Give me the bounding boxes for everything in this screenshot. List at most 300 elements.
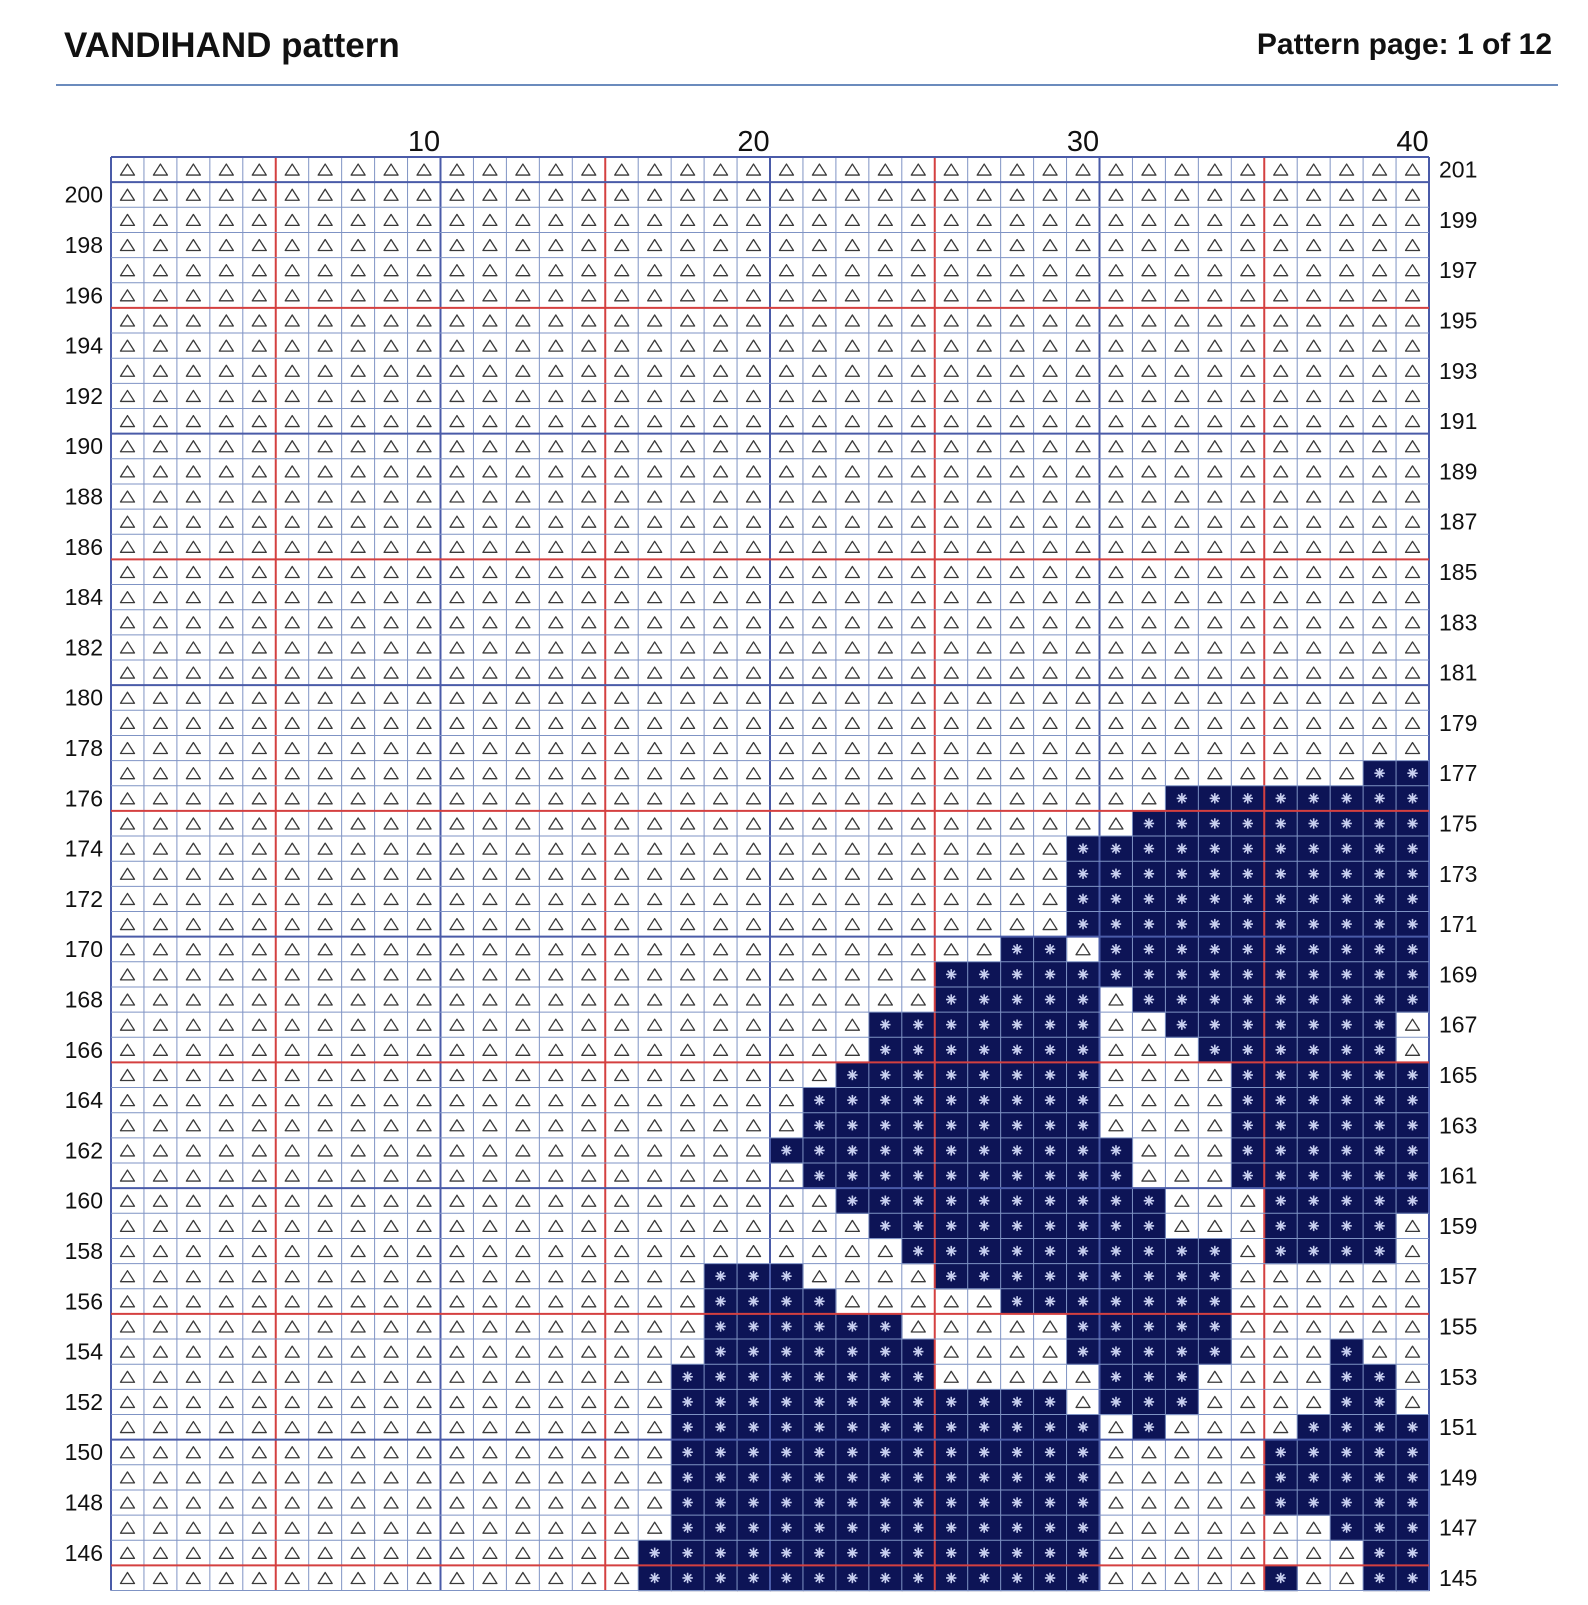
stitch-cell-filled [1396,1440,1430,1466]
stitch-cell-filled [1034,1440,1068,1466]
stitch-cell-filled [1067,861,1101,887]
stitch-cell-filled [1264,1440,1298,1466]
stitch-cell-filled [1231,1062,1265,1088]
stitch-cell-filled [1363,1364,1397,1390]
stitch-cell-filled [1067,1339,1101,1365]
stitch-cell-filled [1067,1440,1101,1466]
stitch-cell-filled [1165,1264,1199,1290]
row-label-left: 200 [64,181,103,208]
pattern-page-indicator: Pattern page: 1 of 12 [1256,28,1552,61]
stitch-cell-filled [737,1565,771,1591]
stitch-cell-filled [1363,786,1397,812]
stitch-cell-filled [1264,1113,1298,1139]
stitch-cell-filled [902,1113,936,1139]
stitch-cell-filled [1165,786,1199,812]
stitch-cell-filled [803,1440,837,1466]
stitch-cell-filled [1067,1238,1101,1264]
stitch-cell-filled [869,1515,903,1541]
stitch-cell-filled [935,1163,969,1189]
stitch-cell-filled [770,1565,804,1591]
stitch-cell-filled [1100,1238,1134,1264]
stitch-cell-filled [902,1138,936,1164]
stitch-cell-filled [1198,836,1232,862]
row-label-left: 180 [64,684,103,711]
stitch-cell-filled [1297,811,1331,837]
stitch-cell-filled [1363,1188,1397,1214]
stitch-cell-filled [1330,1339,1364,1365]
stitch-cell-filled [1034,1490,1068,1516]
stitch-cell-filled [1264,1188,1298,1214]
stitch-cell-filled [1198,811,1232,837]
stitch-cell-filled [1034,1565,1068,1591]
stitch-cell-filled [935,987,969,1013]
stitch-cell-filled [770,1515,804,1541]
stitch-cell-filled [869,1037,903,1063]
stitch-cell-filled [770,1389,804,1415]
stitch-cell-filled [1297,912,1331,938]
stitch-cell-filled [1198,1238,1232,1264]
stitch-cell-filled [1001,1540,1035,1566]
stitch-cell-filled [1165,1389,1199,1415]
stitch-cell-filled [1363,1012,1397,1038]
stitch-cell-filled [1132,1389,1166,1415]
stitch-cell-filled [737,1314,771,1340]
stitch-cell-filled [1132,1364,1166,1390]
row-label-right: 195 [1439,307,1478,334]
stitch-cell-filled [1001,1188,1035,1214]
stitch-cell-filled [1001,1465,1035,1491]
stitch-cell-filled [1330,1440,1364,1466]
stitch-cell-filled [1363,861,1397,887]
stitch-cell-filled [935,1389,969,1415]
stitch-cell-filled [968,987,1002,1013]
stitch-cell-filled [1264,1138,1298,1164]
stitch-cell-filled [737,1540,771,1566]
stitch-cell-filled [1100,1389,1134,1415]
stitch-cell-filled [1165,1339,1199,1365]
stitch-cell-filled [902,1012,936,1038]
row-label-right: 173 [1439,860,1478,887]
stitch-cell-filled [803,1138,837,1164]
stitch-cell-filled [869,1389,903,1415]
row-label-left: 158 [64,1238,103,1265]
row-label-left: 148 [64,1489,103,1516]
stitch-cell-filled [1067,1037,1101,1063]
row-label-left: 152 [64,1388,103,1415]
stitch-cell-filled [1198,962,1232,988]
stitch-cell-filled [1264,811,1298,837]
stitch-cell-filled [1297,962,1331,988]
stitch-cell-filled [704,1264,738,1290]
stitch-cell-filled [1067,1540,1101,1566]
stitch-cell-filled [869,1415,903,1441]
stitch-cell-filled [704,1440,738,1466]
stitch-cell-filled [968,1138,1002,1164]
stitch-cell-filled [1363,1389,1397,1415]
stitch-cell-filled [1264,1062,1298,1088]
stitch-cell-filled [671,1364,705,1390]
stitch-cell-filled [935,1540,969,1566]
stitch-cell-filled [1297,1440,1331,1466]
stitch-cell-filled [638,1540,672,1566]
stitch-cell-filled [1396,912,1430,938]
column-label: 30 [1066,126,1100,158]
row-label-right: 199 [1439,206,1478,233]
stitch-cell-filled [1198,786,1232,812]
row-label-left: 186 [64,533,103,560]
stitch-cell-filled [1330,912,1364,938]
stitch-cell-filled [1264,962,1298,988]
stitch-cell-filled [836,1540,870,1566]
stitch-cell-filled [1396,811,1430,837]
stitch-cell-filled [1297,1012,1331,1038]
stitch-cell-filled [968,1515,1002,1541]
row-label-left: 192 [64,382,103,409]
stitch-cell-filled [1034,1012,1068,1038]
stitch-cell-filled [1330,886,1364,912]
stitch-cell-filled [968,1389,1002,1415]
stitch-cell-filled [1034,1213,1068,1239]
stitch-cell-filled [1100,962,1134,988]
row-label-right: 157 [1439,1263,1478,1290]
stitch-cell-filled [1231,786,1265,812]
stitch-cell-filled [1100,1314,1134,1340]
row-label-left: 156 [64,1288,103,1315]
stitch-cell-filled [968,1062,1002,1088]
stitch-cell-filled [1034,1163,1068,1189]
stitch-cell-filled [1165,886,1199,912]
stitch-cell-filled [836,1339,870,1365]
column-label: 20 [737,126,770,158]
stitch-cell-filled [1396,937,1430,963]
stitch-cell-filled [671,1515,705,1541]
row-label-left: 196 [64,282,103,309]
stitch-cell-filled [1001,962,1035,988]
stitch-cell-filled [1264,1213,1298,1239]
stitch-cell-filled [1363,962,1397,988]
stitch-cell-filled [671,1440,705,1466]
stitch-cell-filled [1198,912,1232,938]
stitch-cell-filled [1363,886,1397,912]
stitch-cell-filled [902,1565,936,1591]
stitch-cell-filled [902,1188,936,1214]
stitch-cell-filled [869,1490,903,1516]
stitch-cell-filled [836,1415,870,1441]
stitch-cell-filled [1067,912,1101,938]
stitch-cell-filled [1330,1113,1364,1139]
stitch-cell-filled [902,1490,936,1516]
stitch-cell-filled [1264,1163,1298,1189]
stitch-cell-filled [1067,1188,1101,1214]
row-label-right: 197 [1439,257,1478,284]
stitch-cell-filled [1067,1415,1101,1441]
row-label-right: 163 [1439,1112,1478,1139]
stitch-cell-filled [1132,836,1166,862]
stitch-cell-filled [1001,987,1035,1013]
stitch-cell-filled [1330,1012,1364,1038]
stitch-cell-filled [704,1415,738,1441]
stitch-cell-filled [1297,1213,1331,1239]
stitch-cell-filled [803,1515,837,1541]
stitch-cell-filled [1034,1188,1068,1214]
stitch-cell-filled [1198,1314,1232,1340]
row-label-right: 181 [1439,659,1478,686]
stitch-cell-filled [836,1138,870,1164]
row-label-right: 201 [1439,156,1478,183]
stitch-cell-filled [1067,1465,1101,1491]
stitch-cell-filled [1396,1565,1430,1591]
row-label-left: 164 [64,1087,103,1114]
stitch-cell-filled [935,1088,969,1114]
stitch-cell-filled [704,1565,738,1591]
row-label-right: 149 [1439,1464,1478,1491]
stitch-cell-filled [968,1238,1002,1264]
stitch-cell-filled [1330,1490,1364,1516]
stitch-cell-filled [1034,1138,1068,1164]
stitch-cell-filled [1034,1088,1068,1114]
stitch-cell-filled [1297,1188,1331,1214]
stitch-cell-filled [1330,1515,1364,1541]
stitch-cell-filled [1264,1088,1298,1114]
stitch-cell-filled [1165,1364,1199,1390]
row-label-left: 190 [64,433,103,460]
stitch-cell-filled [1165,1314,1199,1340]
stitch-cell-filled [1297,836,1331,862]
stitch-cell-filled [1198,937,1232,963]
stitch-cell-filled [770,1314,804,1340]
row-label-left: 188 [64,483,103,510]
stitch-cell-filled [1067,1213,1101,1239]
stitch-cell-filled [935,1188,969,1214]
stitch-cell-filled [968,1465,1002,1491]
stitch-cell-filled [1363,1088,1397,1114]
stitch-cell-filled [1330,786,1364,812]
row-label-right: 187 [1439,508,1478,535]
stitch-cell-filled [1231,912,1265,938]
stitch-cell-filled [1330,811,1364,837]
stitch-cell-filled [935,1238,969,1264]
stitch-cell-filled [1231,836,1265,862]
stitch-cell-filled [1001,1088,1035,1114]
stitch-cell-filled [1100,1339,1134,1365]
stitch-cell-filled [1067,1163,1101,1189]
stitch-cell-filled [1330,861,1364,887]
stitch-cell-filled [704,1314,738,1340]
stitch-cell-filled [1264,1037,1298,1063]
stitch-cell-filled [1198,861,1232,887]
stitch-cell-filled [902,1540,936,1566]
stitch-cell-filled [1363,811,1397,837]
stitch-cell-filled [1396,987,1430,1013]
stitch-cell-filled [737,1465,771,1491]
stitch-cell-filled [803,1415,837,1441]
stitch-cell-filled [1396,786,1430,812]
stitch-cell-filled [1067,962,1101,988]
stitch-cell-filled [1165,912,1199,938]
stitch-cell-filled [1231,1088,1265,1114]
stitch-cell-filled [935,1113,969,1139]
stitch-cell-filled [1132,987,1166,1013]
stitch-cell-filled [1396,1188,1430,1214]
stitch-cell-filled [770,1415,804,1441]
stitch-cell-filled [935,1264,969,1290]
row-label-right: 185 [1439,558,1478,585]
row-label-right: 191 [1439,408,1478,435]
stitch-cell-filled [770,1289,804,1315]
stitch-cell-filled [968,1490,1002,1516]
stitch-cell-filled [1001,1289,1035,1315]
stitch-cell-filled [968,1264,1002,1290]
stitch-cell-filled [902,1339,936,1365]
row-label-right: 179 [1439,709,1478,736]
stitch-cell-filled [1363,1238,1397,1264]
stitch-cell-filled [638,1565,672,1591]
stitch-cell-filled [1330,1465,1364,1491]
stitch-cell-filled [836,1465,870,1491]
stitch-cell-filled [869,1188,903,1214]
stitch-cell-filled [1132,962,1166,988]
stitch-cell-filled [1067,1113,1101,1139]
stitch-cell-filled [935,1062,969,1088]
stitch-cell-filled [968,1113,1002,1139]
stitch-cell-filled [1264,861,1298,887]
stitch-cell-filled [1396,1113,1430,1139]
stitch-cell-filled [1297,786,1331,812]
stitch-cell-filled [1330,1062,1364,1088]
row-label-right: 153 [1439,1363,1478,1390]
stitch-cell-filled [1330,962,1364,988]
stitch-cell-filled [1034,1037,1068,1063]
stitch-cell-filled [671,1540,705,1566]
stitch-cell-filled [869,1565,903,1591]
stitch-cell-filled [968,1088,1002,1114]
stitch-cell-filled [1231,962,1265,988]
stitch-cell-filled [1001,1163,1035,1189]
stitch-cell-filled [1264,912,1298,938]
stitch-cell-filled [968,1565,1002,1591]
stitch-cell-filled [902,1465,936,1491]
stitch-cell-filled [737,1440,771,1466]
stitch-cell-filled [1067,1264,1101,1290]
stitch-cell-filled [1330,836,1364,862]
stitch-cell-filled [935,1213,969,1239]
stitch-cell-filled [1396,1465,1430,1491]
stitch-cell-filled [1034,937,1068,963]
stitch-cell-filled [1001,1565,1035,1591]
stitch-cell-filled [1132,1213,1166,1239]
stitch-cell-filled [770,1339,804,1365]
stitch-cell-filled [1330,1138,1364,1164]
stitch-cell-filled [770,1364,804,1390]
row-label-right: 161 [1439,1162,1478,1189]
stitch-cell-filled [1034,1264,1068,1290]
stitch-cell-filled [1001,1490,1035,1516]
stitch-cell-filled [968,1440,1002,1466]
stitch-cell-filled [869,1540,903,1566]
stitch-cell-filled [1363,761,1397,787]
stitch-cell-filled [1034,1540,1068,1566]
stitch-cell-filled [1067,1138,1101,1164]
stitch-cell-filled [671,1465,705,1491]
stitch-cell-filled [836,1440,870,1466]
stitch-cell-filled [968,1037,1002,1063]
stitch-cell-filled [1198,1037,1232,1063]
row-label-right: 175 [1439,810,1478,837]
stitch-cell-filled [1297,1465,1331,1491]
pattern-title: VANDIHAND pattern [64,26,400,65]
stitch-cell-filled [1165,1012,1199,1038]
stitch-cell-filled [1100,937,1134,963]
stitch-cell-filled [968,1213,1002,1239]
column-label: 10 [407,126,441,158]
stitch-cell-filled [1132,1339,1166,1365]
stitch-cell-filled [1034,1415,1068,1441]
stitch-cell-filled [1231,987,1265,1013]
stitch-cell-filled [869,1012,903,1038]
stitch-cell-filled [836,1314,870,1340]
stitch-cell-filled [968,1415,1002,1441]
stitch-cell-filled [1165,811,1199,837]
stitch-cell-filled [671,1565,705,1591]
stitch-cell-filled [1264,886,1298,912]
row-label-right: 145 [1439,1564,1478,1591]
row-label-left: 162 [64,1137,103,1164]
grid-lines [111,157,1429,1591]
stitch-cell-filled [1231,886,1265,912]
stitch-cell-filled [1297,1138,1331,1164]
stitch-cell-filled [1396,1062,1430,1088]
stitch-cell-filled [1264,1565,1298,1591]
row-label-left: 178 [64,735,103,762]
stitch-cell-filled [836,1565,870,1591]
stitch-cell-filled [1067,886,1101,912]
stitch-cell-filled [1363,1465,1397,1491]
stitch-cell-filled [1100,1188,1134,1214]
stitch-cell-filled [1363,1515,1397,1541]
stitch-cell-filled [836,1389,870,1415]
stitch-cell-filled [1396,1490,1430,1516]
stitch-cell-filled [935,1440,969,1466]
stitch-cell-filled [1165,937,1199,963]
stitch-cell-filled [1396,1088,1430,1114]
stitch-cell-filled [1396,1138,1430,1164]
stitch-cell-filled [1198,886,1232,912]
stitch-cell-filled [1297,1037,1331,1063]
stitch-cell-filled [1363,1037,1397,1063]
stitch-cell-filled [1067,1088,1101,1114]
stitch-cell-filled [1297,886,1331,912]
stitch-cell-filled [1363,1565,1397,1591]
stitch-cell-filled [1297,861,1331,887]
stitch-cell-filled [1264,836,1298,862]
stitch-cell-filled [935,1490,969,1516]
stitch-cell-filled [1001,1440,1035,1466]
stitch-cell-filled [1034,1465,1068,1491]
stitch-cell-filled [1264,1238,1298,1264]
row-label-right: 189 [1439,458,1478,485]
stitch-cell-filled [803,1163,837,1189]
stitch-cell-filled [1132,1289,1166,1315]
stitch-cell-filled [869,1062,903,1088]
stitch-cell-filled [1330,1188,1364,1214]
stitch-cell-filled [968,962,1002,988]
stitch-cell-filled [935,1138,969,1164]
stitch-cell-filled [1034,1113,1068,1139]
stitch-cell-filled [1396,761,1430,787]
stitch-cell-filled [1363,912,1397,938]
stitch-cell-filled [902,1238,936,1264]
stitch-cell-filled [737,1389,771,1415]
